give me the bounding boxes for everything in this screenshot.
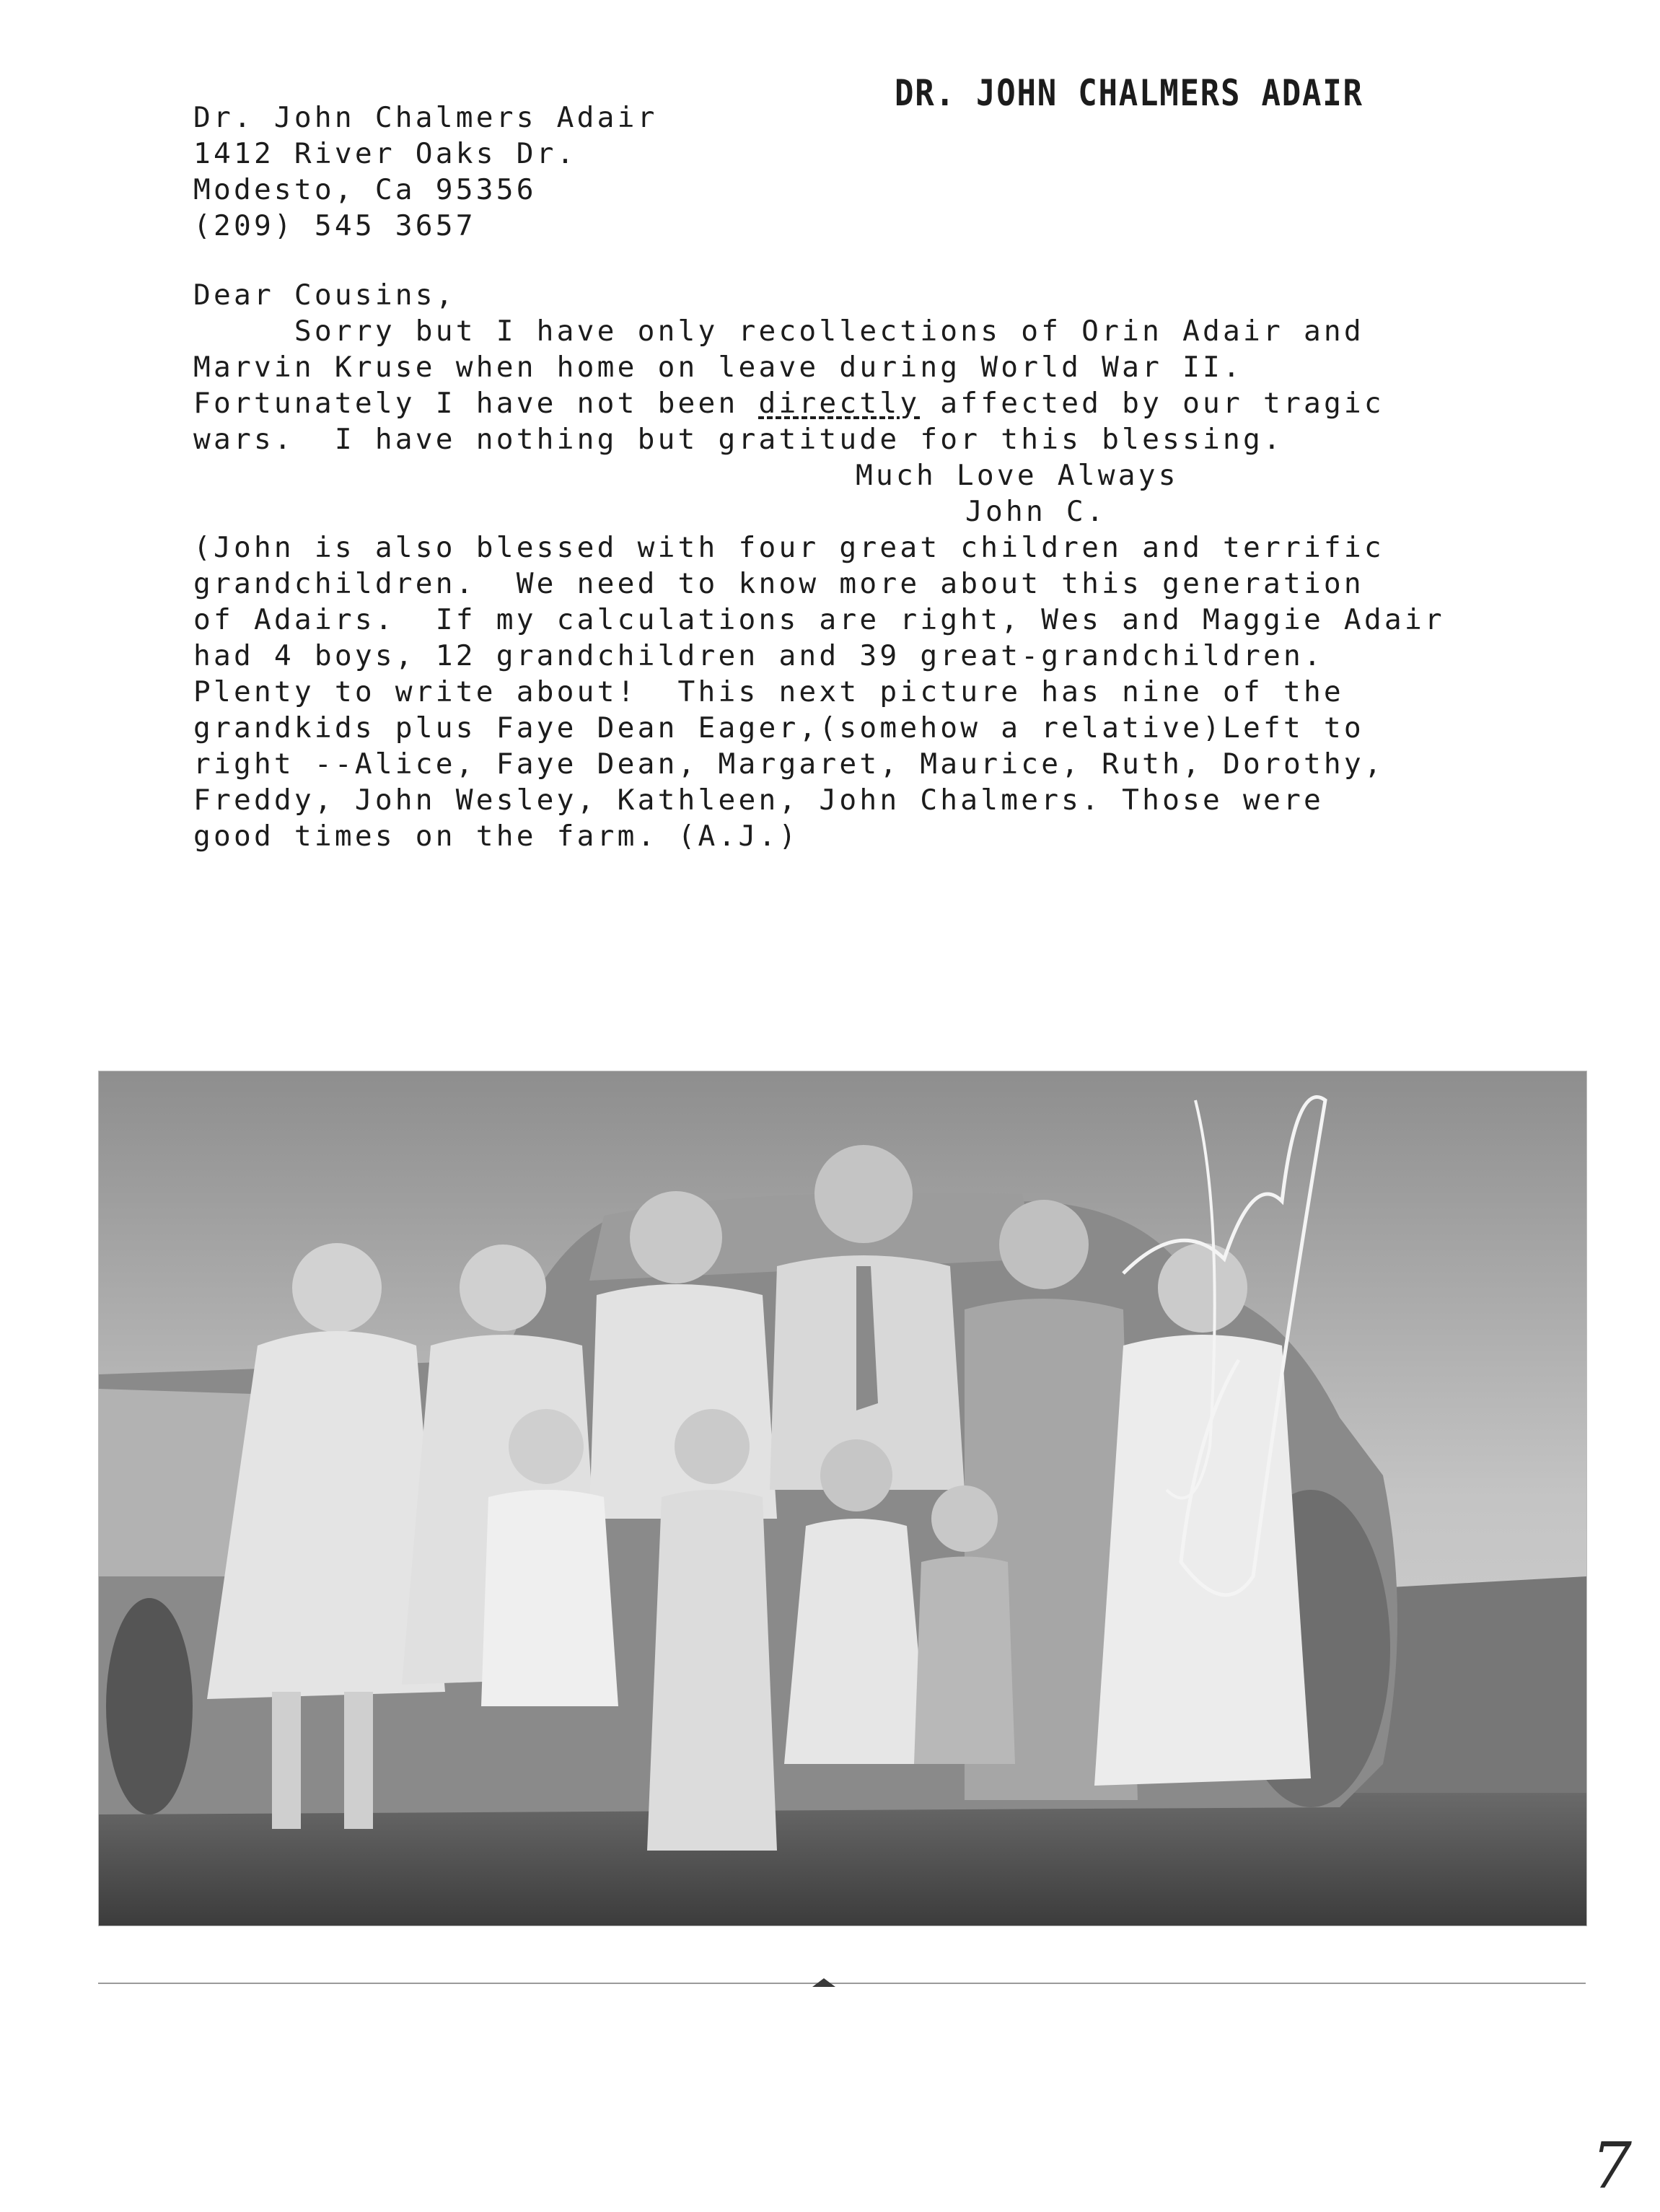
note-line: (John is also blessed with four great children and terrific	[193, 531, 1384, 564]
note-line: Plenty to write about! This next picture has nine of the	[193, 675, 1344, 708]
page-number: 7	[1591, 2128, 1632, 2203]
letter-line: wars. I have nothing but gratitude for this blessing.	[193, 423, 1283, 456]
note-line: Freddy, John Wesley, Kathleen, John Chalmers. Those were	[193, 784, 1324, 817]
divider-mark	[812, 1978, 835, 1987]
letter-text: Fortunately I have not been	[193, 387, 759, 420]
salutation: Dear Cousins,	[193, 278, 456, 312]
letter-body	[193, 277, 1445, 854]
note-line: of Adairs. If my calculations are right, Wes and Maggie Adair	[193, 603, 1445, 636]
address-block	[193, 100, 658, 244]
signature: John C.	[965, 495, 1107, 528]
letter-line: Sorry but I have only recollections of Orin Adair and	[193, 315, 1364, 348]
letter-line	[193, 385, 1445, 421]
note-line: had 4 boys, 12 grandchildren and 39 great-grandchildren.	[193, 639, 1324, 672]
note-line: grandkids plus Faye Dean Eager,(somehow a relative)Left to	[193, 711, 1364, 745]
letter-line: Marvin Kruse when home on leave during World War II.	[193, 351, 1244, 384]
letter-text: affected by our tragic	[920, 387, 1384, 420]
divider-line	[98, 1983, 1586, 1984]
address-phone: (209) 545 3657	[193, 209, 476, 242]
family-photo	[98, 1071, 1587, 1926]
note-line: right --Alice, Faye Dean, Margaret, Maurice, Ruth, Dorothy,	[193, 747, 1384, 781]
page-heading: DR. JOHN CHALMERS ADAIR	[895, 72, 1363, 114]
note-line: grandchildren. We need to know more about this generation	[193, 567, 1364, 600]
address-name: Dr. John Chalmers Adair	[193, 101, 658, 134]
address-street: 1412 River Oaks Dr.	[193, 137, 577, 170]
address-city: Modesto, Ca 95356	[193, 173, 537, 206]
underlined-word: directly	[758, 387, 921, 420]
note-line: good times on the farm. (A.J.)	[193, 820, 799, 853]
closing: Much Love Always	[856, 459, 1179, 492]
